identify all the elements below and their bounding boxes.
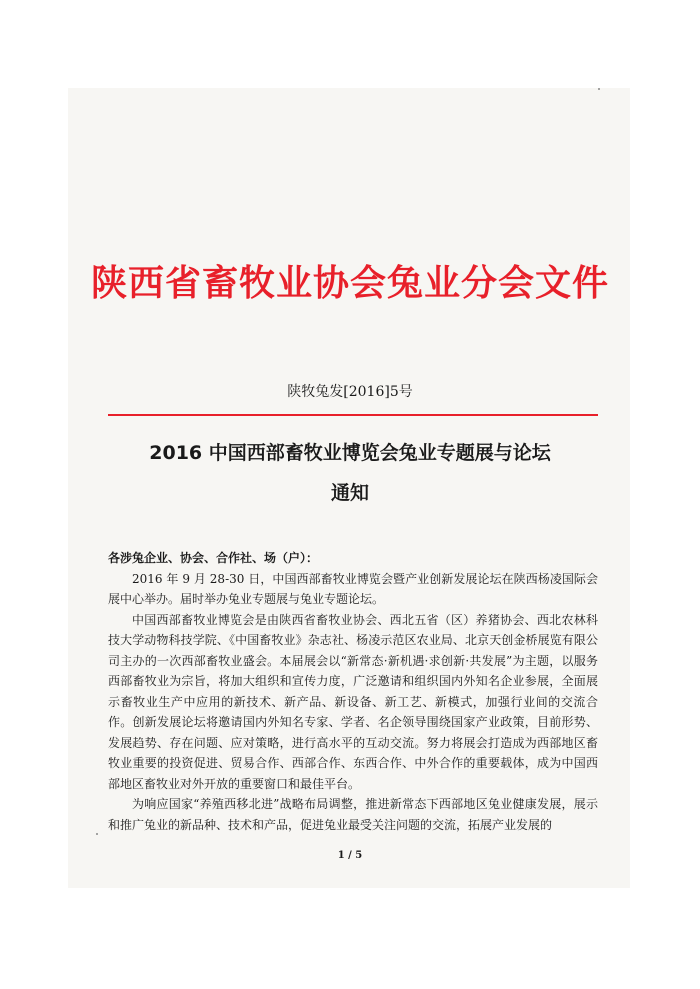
scan-speck [598, 88, 600, 90]
page-number: 1 / 5 [337, 850, 363, 861]
body-paragraph: 2016 年 9 月 28-30 日，中国西部畜牧业博览会暨产业创新发展论坛在陕西杨凌国际会展中心举办。届时举办兔业专题展与兔业专题论坛。 [108, 571, 598, 606]
issuer-header-title: 陕西省畜牧业协会兔业分会文件 [90, 263, 609, 304]
document-title-line1: 2016 中国西部畜牧业博览会兔业专题展与论坛 [149, 442, 551, 464]
document-title-line2: 通知 [330, 482, 369, 504]
document-number: 陕牧兔发[2016]5号 [287, 384, 413, 400]
salutation: 各涉兔企业、协会、合作社、场（户）： [108, 551, 319, 565]
body-paragraph: 中国西部畜牧业博览会是由陕西省畜牧业协会、西北五省（区）养猪协会、西北农林科技大学动物科技学院、《中国畜牧业》杂志社、杨凌示范区农业局、北京天创金桥展览有限公司主办的一次西部畜牧业盛会。本届展会以“新常态·新机遇·求创新·共发展”为主题，以服务西部畜牧业为宗旨，将加大组织和宣传力度，广泛邀请和组织国内外知名企业参展，全面展示畜牧业生产中应用的新技术、新产品、新设备、新工艺、新模式，加强行业间的交流合作。创新发展论坛将邀请国内外知名专家、学者、名企领导围绕国家产业政策，目前形势、发展趋势、存在问题、应对策略，进行高水平的互动交流。努力将展会打造成为西部地区畜牧业重要的投资促进、贸易合作、西部合作、东西合作、中外合作的重要载体，成为中国西部地区畜牧业对外开放的重要窗口和最佳平台。 [108, 612, 598, 791]
red-divider-rule [108, 414, 598, 416]
scan-speck [96, 833, 98, 835]
body-paragraph: 为响应国家“养殖西移北进”战略布局调整，推进新常态下西部地区兔业健康发展，展示和推广兔业的新品种、技术和产品，促进兔业最受关注问题的交流，拓展产业发展的 [108, 797, 598, 832]
document-body [108, 548, 598, 835]
